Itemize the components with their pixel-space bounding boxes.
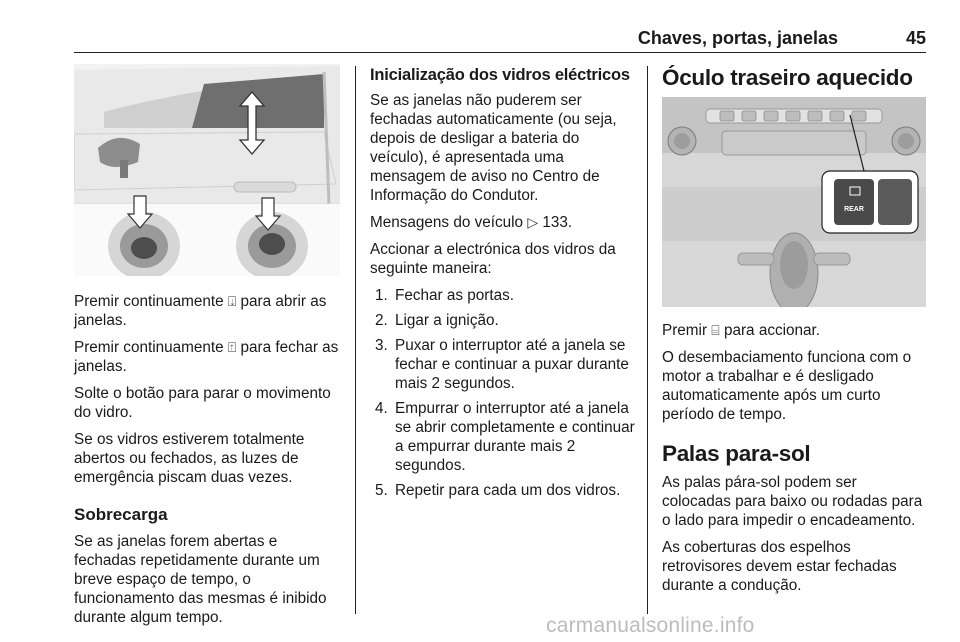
paragraph-overload: Se as janelas forem abertas e fechadas repetidamente durante um breve espaço de tempo, o funcionamento das mesmas é inibido durante algum tempo. bbox=[74, 533, 327, 626]
paragraph-open-windows: Premir continuamente ⍗ para abrir as janelas. bbox=[74, 293, 327, 329]
paragraph-hazard-lights: Se os vidros estiverem totalmente abertos ou fechados, as luzes de emergência piscam duas vezes. bbox=[74, 431, 305, 486]
page-header bbox=[74, 24, 926, 53]
paragraph-press-to-activate: Premir ⌸ para accionar. bbox=[662, 322, 821, 339]
list-item: 2. Ligar a ignição. bbox=[375, 312, 499, 329]
page-reference-link[interactable]: 133 bbox=[542, 214, 568, 231]
list-item: 5. Repetir para cada um dos vidros. bbox=[375, 482, 621, 499]
rear-defrost-icon: ⌸ bbox=[711, 322, 720, 338]
dashboard-controls-illustration bbox=[662, 97, 926, 307]
subheading-overload: Sobrecarga bbox=[74, 505, 168, 524]
heading-window-initialisation: Inicialização dos vidros eléctricos bbox=[370, 66, 630, 84]
paragraph-warning-message: Se as janelas não puderem ser fechadas automaticamente (ou seja, depois de desligar a bateria do veículo), é apresentada uma mensagem de aviso no Centro de Informação do Condutor. bbox=[370, 92, 617, 204]
heading-sun-visors: Palas para-sol bbox=[662, 441, 811, 466]
column-right bbox=[662, 64, 928, 603]
paragraph-sun-visors: As palas pára-sol podem ser colocadas para baixo ou rodadas para o lado para impedir o encadeamento. bbox=[662, 474, 923, 529]
column-divider bbox=[647, 66, 648, 614]
watermark: carmanualsonline.info bbox=[546, 614, 755, 637]
page-number: 45 bbox=[905, 28, 926, 48]
paragraph-close-windows: Premir continuamente ⍐ para fechar as janelas. bbox=[74, 339, 339, 375]
paragraph-mirror-covers: As coberturas dos espelhos retrovisores devem estar fechadas durante a condução. bbox=[662, 539, 897, 594]
power-window-illustration bbox=[74, 64, 340, 276]
window-up-switch-icon: ⍐ bbox=[227, 339, 237, 355]
column-left bbox=[74, 64, 342, 635]
column-middle bbox=[370, 66, 636, 506]
rear-button-label: REAR bbox=[844, 206, 864, 213]
heading-heated-rear-window: Óculo traseiro aquecido bbox=[662, 65, 913, 90]
column-divider bbox=[355, 66, 356, 614]
list-item: 1. Fechar as portas. bbox=[375, 287, 515, 304]
window-down-switch-icon: ⍗ bbox=[227, 293, 237, 309]
paragraph-defrost-operation: O desembaciamento funciona com o motor a trabalhar e é desligado automaticamente após um curto período de tempo. bbox=[662, 349, 912, 423]
list-item: 4. Empurrar o interruptor até a janela se abrir completamente e continuar a empurrar durante mais 2 segundos. bbox=[375, 400, 635, 474]
list-item: 3. Puxar o interruptor até a janela se fechar e continuar a puxar durante mais 2 segundos. bbox=[375, 337, 629, 392]
section-title: Chaves, portas, janelas bbox=[637, 28, 838, 48]
paragraph-stop-movement: Solte o botão para parar o movimento do vidro. bbox=[74, 385, 331, 421]
reference-arrow-icon: ▷ bbox=[527, 214, 539, 230]
paragraph-vehicle-messages: Mensagens do veículo ▷ 133. bbox=[370, 214, 573, 231]
steps-list bbox=[370, 286, 636, 500]
paragraph-procedure-intro: Accionar a electrónica dos vidros da seguinte maneira: bbox=[370, 241, 616, 277]
